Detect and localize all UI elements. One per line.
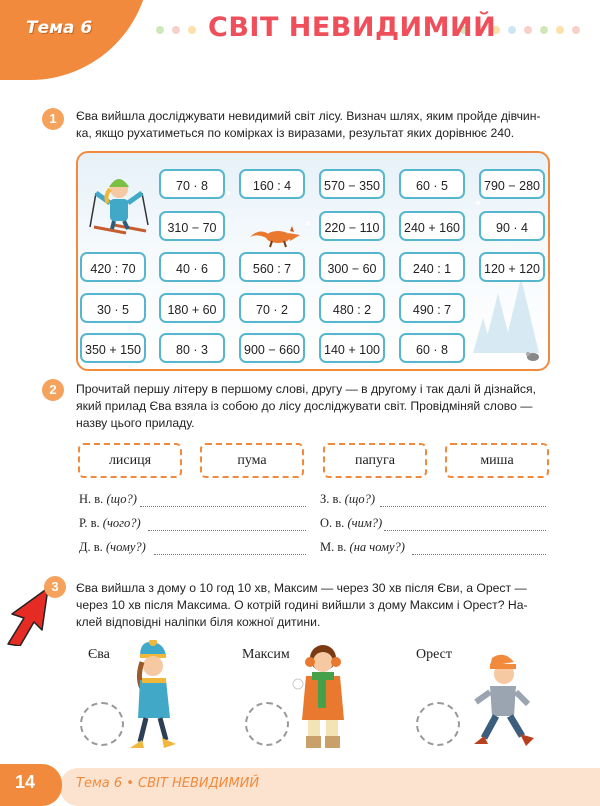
answer-line[interactable] bbox=[384, 530, 546, 531]
maze-cell[interactable]: 70 · 8 bbox=[159, 169, 225, 199]
maze-cell[interactable]: 570 − 350 bbox=[319, 169, 385, 199]
maze-cell[interactable]: 180 + 60 bbox=[159, 293, 225, 323]
case-label: З. в. (що?) bbox=[320, 492, 376, 506]
maksym-boy-icon bbox=[290, 640, 356, 752]
maze-cell[interactable]: 420 : 70 bbox=[80, 252, 146, 282]
answer-line[interactable] bbox=[412, 554, 546, 555]
maze-cell[interactable]: 560 : 7 bbox=[239, 252, 305, 282]
word-box: лисиця bbox=[78, 443, 182, 478]
maze-cell[interactable]: 120 + 120 bbox=[479, 252, 545, 282]
maze-cell[interactable]: 60 · 5 bbox=[399, 169, 465, 199]
case-label: М. в. (на чому?) bbox=[320, 540, 405, 554]
task-number: 2 bbox=[42, 379, 64, 401]
maze-board bbox=[76, 151, 550, 371]
orest-boy-icon bbox=[470, 652, 540, 752]
maze-cell[interactable]: 240 + 160 bbox=[399, 211, 465, 241]
word-box: папуга bbox=[323, 443, 427, 478]
maze-cell[interactable]: 310 − 70 bbox=[159, 211, 225, 241]
maze-cell[interactable]: 80 · 3 bbox=[159, 333, 225, 363]
child-name: Єва bbox=[88, 647, 110, 662]
case-label: Р. в. (чого?) bbox=[79, 516, 141, 530]
task-number: 1 bbox=[42, 108, 64, 130]
maze-cell[interactable]: 900 − 660 bbox=[239, 333, 305, 363]
maze-cell[interactable]: 40 · 6 bbox=[159, 252, 225, 282]
case-label: Н. в. (що?) bbox=[79, 492, 137, 506]
maze-cell[interactable]: 350 + 150 bbox=[80, 333, 146, 363]
answer-line[interactable] bbox=[148, 530, 306, 531]
theme-tab bbox=[0, 0, 150, 80]
case-label: О. в. (чим?) bbox=[320, 516, 383, 530]
mouse-icon bbox=[526, 352, 539, 361]
case-label: Д. в. (чому?) bbox=[79, 540, 146, 554]
maze-cell[interactable]: 90 · 4 bbox=[479, 211, 545, 241]
maze-cell[interactable]: 490 : 7 bbox=[399, 293, 465, 323]
page-number: 14 bbox=[15, 772, 36, 792]
page-title: СВІТ НЕВИДИМИЙ bbox=[208, 12, 497, 43]
sticker-circle[interactable] bbox=[416, 702, 460, 746]
maze-cell[interactable]: 220 − 110 bbox=[319, 211, 385, 241]
maze-cell[interactable]: 300 − 60 bbox=[319, 252, 385, 282]
footer-title: Тема 6 • СВІТ НЕВИДИМИЙ bbox=[76, 776, 260, 791]
task1-text: Єва вийшла досліджувати невидимий світ лісу. Визнач шлях, яким пройде дівчин- ка, якщо рухатиметься по комірках із виразами, результат яких дорівнює 240. bbox=[76, 109, 541, 140]
maze-cell[interactable]: 240 : 1 bbox=[399, 252, 465, 282]
fox-icon bbox=[246, 223, 304, 249]
trees-icon bbox=[473, 278, 539, 353]
snowflakes bbox=[136, 191, 530, 305]
theme-label: Тема 6 bbox=[26, 18, 93, 38]
eva-girl-icon bbox=[122, 640, 182, 755]
word-box: миша bbox=[445, 443, 549, 478]
maze-cell[interactable]: 70 · 2 bbox=[239, 293, 305, 323]
maze-cell[interactable]: 60 · 8 bbox=[399, 333, 465, 363]
maze-cell[interactable]: 30 · 5 bbox=[80, 293, 146, 323]
task3-text: Єва вийшла з дому о 10 год 10 хв, Максим — через 30 хв після Єви, а Орест — через 10 хв після Максима. О котрій годині вийшли з дому Максим і Орест? На- клей відповідні наліпки біля кожної дитини. bbox=[76, 581, 528, 629]
answer-line[interactable] bbox=[140, 506, 306, 507]
child-name: Максим bbox=[242, 647, 290, 662]
sticker-circle[interactable] bbox=[80, 702, 124, 746]
child-name: Орест bbox=[416, 647, 453, 662]
sticker-circle[interactable] bbox=[245, 702, 289, 746]
task-number: 3 bbox=[44, 576, 66, 598]
answer-line[interactable] bbox=[380, 506, 546, 507]
maze-cell[interactable]: 790 − 280 bbox=[479, 169, 545, 199]
girl-skier-icon bbox=[88, 167, 158, 235]
maze-cell[interactable]: 480 : 2 bbox=[319, 293, 385, 323]
word-box: пума bbox=[200, 443, 304, 478]
maze-cell[interactable]: 160 : 4 bbox=[239, 169, 305, 199]
answer-line[interactable] bbox=[154, 554, 306, 555]
task2-text: Прочитай першу літеру в першому слові, другу — в другому і так далі й дізнайся, який прилад Єва взяла із собою до лісу досліджувати світ. Провідміняй слово — назву цього приладу. bbox=[76, 382, 536, 430]
maze-cell[interactable]: 140 + 100 bbox=[319, 333, 385, 363]
